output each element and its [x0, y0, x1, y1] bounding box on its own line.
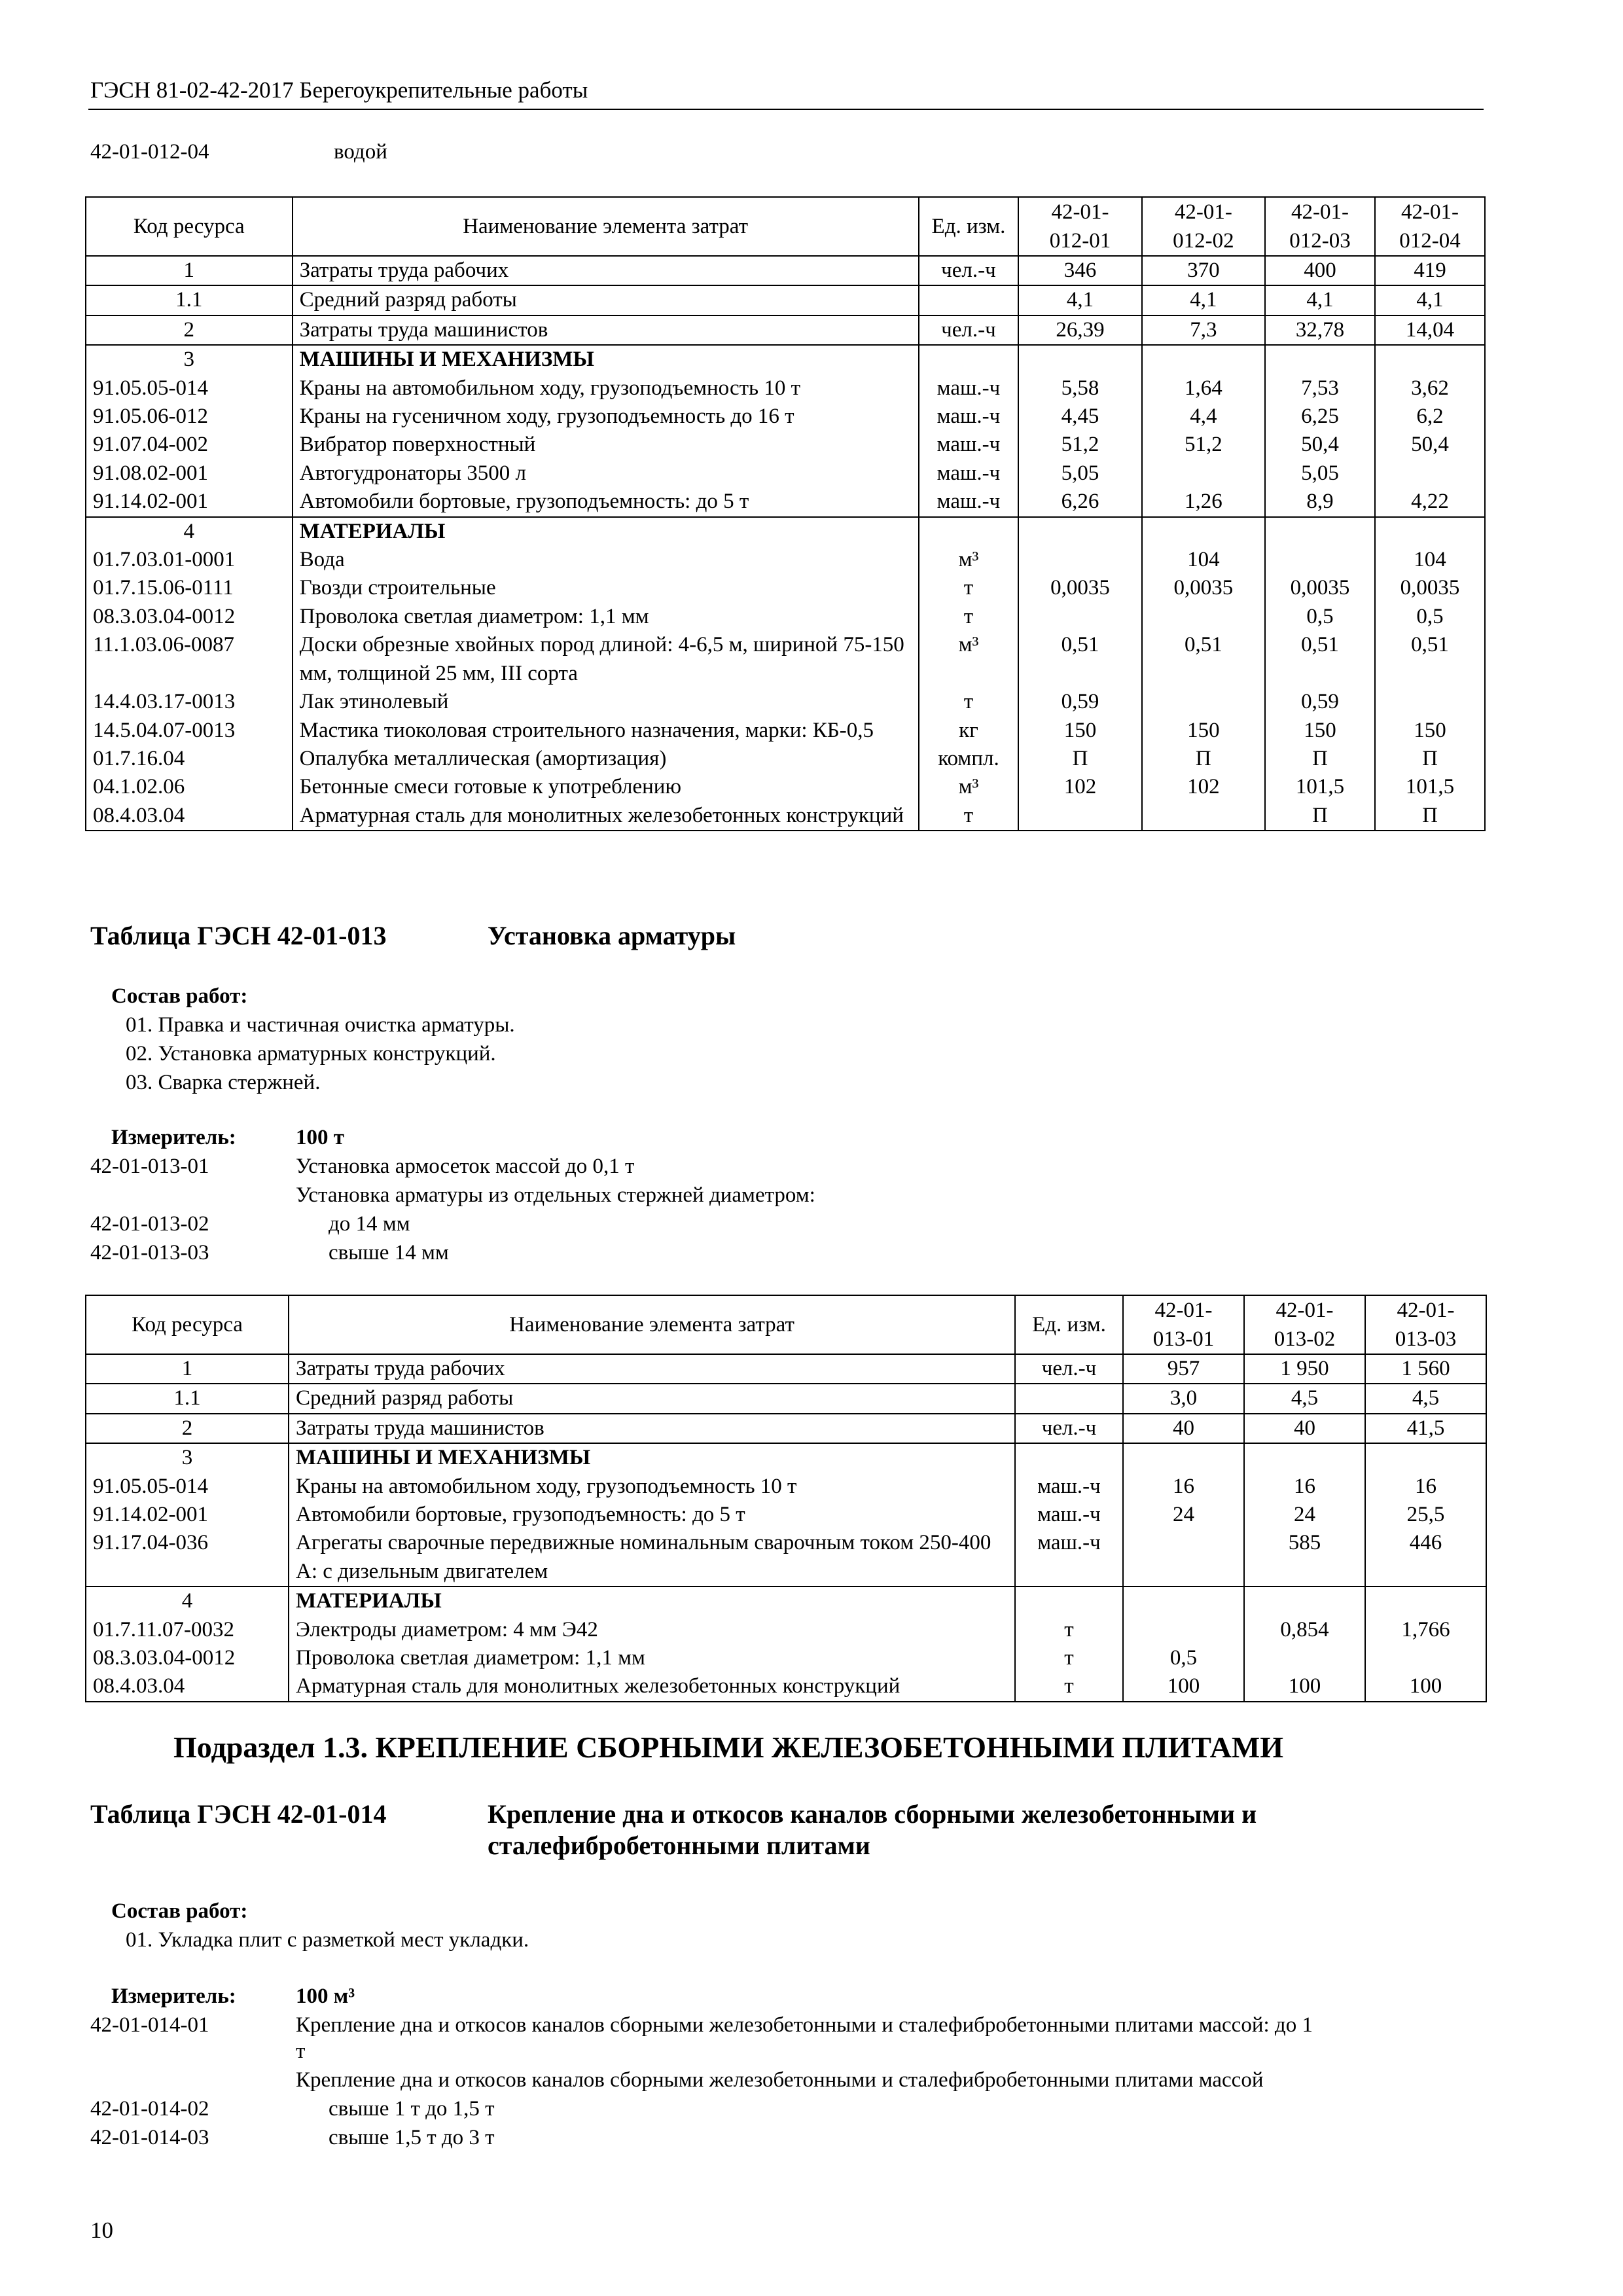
cell-value: 4,1 [1375, 285, 1485, 315]
table-name-014: Крепление дна и откосов каналов сборными железобетонными и [488, 1799, 1257, 1829]
cell-value: 24 [1123, 1501, 1244, 1529]
cell-name: Проволока светлая диаметром: 1,1 мм [289, 1644, 1015, 1672]
cell-unit: т [1015, 1672, 1123, 1701]
table-row [86, 403, 1485, 431]
cell-value: 0,854 [1244, 1616, 1365, 1644]
cell-code: 4 [86, 517, 293, 546]
cell-name: Арматурная сталь для монолитных железобетонных конструкций [293, 802, 919, 831]
cell-name: Краны на автомобильном ходу, грузоподъемность 10 т [293, 374, 919, 403]
cell-code: 08.4.03.04 [86, 1672, 289, 1701]
cell-code: 11.1.03.06-0087 [86, 631, 293, 688]
cell-unit: маш.-ч [919, 488, 1019, 516]
cell-value: 16 [1244, 1473, 1365, 1501]
cell-value: П [1375, 802, 1485, 831]
cell-value: 5,58 [1018, 374, 1141, 403]
cell-value [1142, 603, 1265, 631]
cell-unit: маш.-ч [919, 431, 1019, 459]
cell-code: 01.7.11.07-0032 [86, 1616, 289, 1644]
cell-code: 2 [86, 315, 293, 345]
cell-name: Электроды диаметром: 4 мм Э42 [289, 1616, 1015, 1644]
table-row [86, 1414, 1486, 1443]
table-header-row [86, 1295, 1486, 1354]
cont-code: 42-01-012-04 [90, 140, 209, 164]
cell-value: 6,26 [1018, 488, 1141, 516]
cell-unit: компл. [919, 745, 1019, 773]
cell-value: 0,0035 [1265, 574, 1375, 602]
cell-unit: маш.-ч [919, 459, 1019, 488]
work-item: 01. Правка и частичная очистка арматуры. [126, 1013, 515, 1037]
cell-value [1018, 345, 1141, 374]
norm-code: 42-01-014-01 [90, 2013, 209, 2037]
cell-code: 91.14.02-001 [86, 1501, 289, 1529]
running-header: ГЭСН 81-02-42-2017 Берегоукрепительные работы [90, 77, 588, 103]
cell-value: 0,0035 [1018, 574, 1141, 602]
table-title-014: Таблица ГЭСН 42-01-014 [90, 1799, 387, 1829]
table-row [86, 1616, 1486, 1644]
table-row [86, 603, 1485, 631]
table-row [86, 773, 1485, 801]
cell-name: Доски обрезные хвойных пород длиной: 4-6,5 м, шириной 75-150 мм, толщиной 25 мм, III сорта [293, 631, 919, 688]
col-header-norm: 42-01- 012-03 [1265, 197, 1375, 256]
cell-value: 100 [1123, 1672, 1244, 1701]
table-row [86, 256, 1485, 285]
meter-label: Измеритель: [111, 1984, 236, 2008]
col-header-norm: 42-01- 012-04 [1375, 197, 1485, 256]
cell-value: 16 [1365, 1473, 1486, 1501]
work-item: 03. Сварка стержней. [126, 1071, 321, 1094]
cell-value: 7,3 [1142, 315, 1265, 345]
cell-value [1018, 517, 1141, 546]
cell-value [1365, 1644, 1486, 1672]
resource-table-013 [85, 1295, 1487, 1702]
resource-table-012 [85, 196, 1486, 831]
table-row [86, 1384, 1486, 1413]
table-name-013: Установка арматуры [488, 921, 736, 950]
cell-value: 5,05 [1018, 459, 1141, 488]
cell-value: 0,5 [1123, 1644, 1244, 1672]
cell-name: МАТЕРИАЛЫ [293, 517, 919, 546]
cell-code: 14.4.03.17-0013 [86, 688, 293, 716]
cell-value: 1,766 [1365, 1616, 1486, 1644]
table-row [86, 1587, 1486, 1615]
norm-text: Крепление дна и откосов каналов сборными железобетонными и сталефибробетонными плитами массой: до 1 [296, 2013, 1313, 2037]
cell-value [1142, 345, 1265, 374]
cell-code: 1.1 [86, 1384, 289, 1413]
table-row [86, 1354, 1486, 1384]
cell-value: 104 [1142, 546, 1265, 574]
table-row [86, 717, 1485, 745]
meter-label: Измеритель: [111, 1126, 236, 1149]
cell-code: 1 [86, 256, 293, 285]
cell-value: 101,5 [1375, 773, 1485, 801]
table-row [86, 1529, 1486, 1587]
cell-code: 14.5.04.07-0013 [86, 717, 293, 745]
cell-value [1265, 517, 1375, 546]
cell-value [1123, 1529, 1244, 1587]
cell-unit: м³ [919, 546, 1019, 574]
cell-value: 26,39 [1018, 315, 1141, 345]
norm-text: свыше 1,5 т до 3 т [329, 2126, 495, 2149]
norm-text: Установка армосеток массой до 0,1 т [296, 1155, 635, 1178]
cell-value [1375, 517, 1485, 546]
cell-value [1018, 546, 1141, 574]
cell-unit: м³ [919, 773, 1019, 801]
cell-value: 0,51 [1375, 631, 1485, 688]
cell-name: Гвозди строительные [293, 574, 919, 602]
table-title-013: Таблица ГЭСН 42-01-013 [90, 921, 387, 950]
norm-code: 42-01-013-03 [90, 1241, 209, 1265]
cell-unit: маш.-ч [919, 403, 1019, 431]
cell-code: 91.05.05-014 [86, 374, 293, 403]
cell-value: 51,2 [1018, 431, 1141, 459]
col-header-unit: Ед. изм. [1015, 1295, 1123, 1354]
cell-value [1018, 802, 1141, 831]
cell-value: 1 950 [1244, 1354, 1365, 1384]
cell-code: 3 [86, 345, 293, 374]
cell-value [1142, 517, 1265, 546]
cell-name: Затраты труда машинистов [289, 1414, 1015, 1443]
cell-name: Автомобили бортовые, грузоподъемность: до 5 т [289, 1501, 1015, 1529]
cell-unit: маш.-ч [1015, 1473, 1123, 1501]
cell-unit: чел.-ч [1015, 1354, 1123, 1384]
cell-unit: т [1015, 1644, 1123, 1672]
cell-value [1123, 1587, 1244, 1615]
cell-name: Средний разряд работы [293, 285, 919, 315]
cell-name: Автомобили бортовые, грузоподъемность: до 5 т [293, 488, 919, 516]
cell-value: 0,59 [1265, 688, 1375, 716]
work-item: 02. Установка арматурных конструкций. [126, 1042, 496, 1066]
table-row [86, 1473, 1486, 1501]
cell-value: 150 [1142, 717, 1265, 745]
cell-value: 4,22 [1375, 488, 1485, 516]
table-row [86, 285, 1485, 315]
cell-value [1123, 1616, 1244, 1644]
cell-name: Затраты труда машинистов [293, 315, 919, 345]
cell-value: 40 [1244, 1414, 1365, 1443]
col-header-norm: 42-01- 012-01 [1018, 197, 1141, 256]
meter-value: 100 м³ [296, 1984, 355, 2008]
cell-unit: кг [919, 717, 1019, 745]
cell-value: 0,5 [1265, 603, 1375, 631]
cell-code: 08.3.03.04-0012 [86, 603, 293, 631]
col-header-norm: 42-01- 012-02 [1142, 197, 1265, 256]
cell-name: Опалубка металлическая (амортизация) [293, 745, 919, 773]
cell-unit: т [1015, 1616, 1123, 1644]
cell-value [1375, 345, 1485, 374]
table-row [86, 345, 1485, 374]
cell-value: 8,9 [1265, 488, 1375, 516]
cell-code: 91.08.02-001 [86, 459, 293, 488]
cell-code: 01.7.15.06-0111 [86, 574, 293, 602]
cell-value: 4,45 [1018, 403, 1141, 431]
cell-value: 0,0035 [1375, 574, 1485, 602]
cell-name: Проволока светлая диаметром: 1,1 мм [293, 603, 919, 631]
table-row [86, 631, 1485, 688]
cell-value: 4,4 [1142, 403, 1265, 431]
cell-name: Арматурная сталь для монолитных железобетонных конструкций [289, 1672, 1015, 1701]
cell-name: Затраты труда рабочих [293, 256, 919, 285]
table-row [86, 1501, 1486, 1529]
cell-value: 3,62 [1375, 374, 1485, 403]
table-row [86, 546, 1485, 574]
cont-text: водой [334, 140, 387, 164]
cell-value: 957 [1123, 1354, 1244, 1384]
table-header-row [86, 197, 1485, 256]
cell-name: Краны на гусеничном ходу, грузоподъемность до 16 т [293, 403, 919, 431]
cell-unit [1015, 1587, 1123, 1615]
cell-name: Мастика тиоколовая строительного назначения, марки: КБ-0,5 [293, 717, 919, 745]
cell-value: П [1142, 745, 1265, 773]
col-header-code: Код ресурса [86, 1295, 289, 1354]
table-row [86, 517, 1485, 546]
cell-code: 3 [86, 1443, 289, 1472]
cell-value: 585 [1244, 1529, 1365, 1587]
cell-code: 1 [86, 1354, 289, 1384]
cell-name: МАШИНЫ И МЕХАНИЗМЫ [293, 345, 919, 374]
cell-value: 4,1 [1142, 285, 1265, 315]
cell-value: 1 560 [1365, 1354, 1486, 1384]
cell-name: МАТЕРИАЛЫ [289, 1587, 1015, 1615]
cell-value [1244, 1644, 1365, 1672]
cell-value: 6,2 [1375, 403, 1485, 431]
cell-value: 51,2 [1142, 431, 1265, 459]
cell-value: 102 [1018, 773, 1141, 801]
cell-value: 32,78 [1265, 315, 1375, 345]
cell-code: 01.7.03.01-0001 [86, 546, 293, 574]
cell-unit: чел.-ч [919, 256, 1019, 285]
cell-name: Вода [293, 546, 919, 574]
norm-text: Крепление дна и откосов каналов сборными железобетонными и сталефибробетонными плитами массой [296, 2068, 1264, 2092]
cell-unit: т [919, 688, 1019, 716]
cell-unit: т [919, 574, 1019, 602]
norm-text: Установка арматуры из отдельных стержней диаметром: [296, 1183, 815, 1207]
norm-text: свыше 1 т до 1,5 т [329, 2097, 495, 2121]
norm-text: до 14 мм [329, 1212, 410, 1236]
table-row [86, 574, 1485, 602]
cell-value [1365, 1443, 1486, 1472]
cell-value: 100 [1244, 1672, 1365, 1701]
cell-code: 91.05.06-012 [86, 403, 293, 431]
work-item: 01. Укладка плит с разметкой мест укладки. [126, 1928, 529, 1952]
subsection-heading: Подраздел 1.3. КРЕПЛЕНИЕ СБОРНЫМИ ЖЕЛЕЗОБЕТОННЫМИ ПЛИТАМИ [173, 1731, 1284, 1764]
table-row [86, 1672, 1486, 1701]
cell-value [1018, 603, 1141, 631]
cell-value: 0,5 [1375, 603, 1485, 631]
cell-value: 4,1 [1018, 285, 1141, 315]
cell-value [1244, 1587, 1365, 1615]
cell-value: 370 [1142, 256, 1265, 285]
cell-value: 400 [1265, 256, 1375, 285]
cell-value: 16 [1123, 1473, 1244, 1501]
cell-value [1365, 1587, 1486, 1615]
table-row [86, 802, 1485, 831]
cell-value: 101,5 [1265, 773, 1375, 801]
cell-value [1375, 688, 1485, 716]
cell-value: 0,51 [1018, 631, 1141, 688]
cell-name: Краны на автомобильном ходу, грузоподъемность 10 т [289, 1473, 1015, 1501]
cell-value [1244, 1443, 1365, 1472]
cell-value [1142, 802, 1265, 831]
cell-value: 346 [1018, 256, 1141, 285]
col-header-unit: Ед. изм. [919, 197, 1019, 256]
cell-value: П [1265, 802, 1375, 831]
cell-code: 2 [86, 1414, 289, 1443]
cell-unit [919, 345, 1019, 374]
cell-value [1123, 1443, 1244, 1472]
cell-value: 4,1 [1265, 285, 1375, 315]
cell-unit: м³ [919, 631, 1019, 688]
cell-unit: маш.-ч [919, 374, 1019, 403]
cell-value: 14,04 [1375, 315, 1485, 345]
cell-value [1375, 459, 1485, 488]
cell-value: П [1375, 745, 1485, 773]
cell-value [1265, 546, 1375, 574]
cell-name: МАШИНЫ И МЕХАНИЗМЫ [289, 1443, 1015, 1472]
cell-value [1142, 459, 1265, 488]
cell-value: 150 [1375, 717, 1485, 745]
cell-unit: т [919, 802, 1019, 831]
table-row [86, 1443, 1486, 1472]
col-header-code: Код ресурса [86, 197, 293, 256]
col-header-norm: 42-01- 013-01 [1123, 1295, 1244, 1354]
cell-name: Лак этинолевый [293, 688, 919, 716]
cell-code: 91.14.02-001 [86, 488, 293, 516]
cell-unit: чел.-ч [1015, 1414, 1123, 1443]
norm-text-cont: т [296, 2039, 306, 2063]
cell-value [1142, 688, 1265, 716]
page-number: 10 [90, 2217, 113, 2243]
table-row [86, 1644, 1486, 1672]
cell-value: 24 [1244, 1501, 1365, 1529]
cell-code: 08.3.03.04-0012 [86, 1644, 289, 1672]
cell-value: П [1018, 745, 1141, 773]
cell-name: Средний разряд работы [289, 1384, 1015, 1413]
cell-value: 6,25 [1265, 403, 1375, 431]
cell-value: 0,0035 [1142, 574, 1265, 602]
cell-code: 91.17.04-036 [86, 1529, 289, 1587]
table-row [86, 745, 1485, 773]
cell-code: 91.07.04-002 [86, 431, 293, 459]
norm-text: свыше 14 мм [329, 1241, 449, 1265]
cell-value: 150 [1018, 717, 1141, 745]
norm-code: 42-01-014-03 [90, 2126, 209, 2149]
cell-code: 1.1 [86, 285, 293, 315]
cell-unit: маш.-ч [1015, 1501, 1123, 1529]
cell-code: 4 [86, 1587, 289, 1615]
table-row [86, 488, 1485, 516]
cell-value: 50,4 [1265, 431, 1375, 459]
cell-value: 104 [1375, 546, 1485, 574]
table-row [86, 431, 1485, 459]
work-label: Состав работ: [111, 1899, 248, 1923]
cell-value: 102 [1142, 773, 1265, 801]
cell-value: 419 [1375, 256, 1485, 285]
cell-code: 91.05.05-014 [86, 1473, 289, 1501]
cell-unit [1015, 1384, 1123, 1413]
cell-value: 4,5 [1244, 1384, 1365, 1413]
table-row [86, 459, 1485, 488]
cell-value: П [1265, 745, 1375, 773]
cell-value: 40 [1123, 1414, 1244, 1443]
cell-value: 1,64 [1142, 374, 1265, 403]
cell-name: Агрегаты сварочные передвижные номинальным сварочным током 250-400 А: с дизельным двигателем [289, 1529, 1015, 1587]
cell-value: 0,51 [1265, 631, 1375, 688]
cell-unit [919, 517, 1019, 546]
cell-value: 0,59 [1018, 688, 1141, 716]
col-header-norm: 42-01- 013-03 [1365, 1295, 1486, 1354]
cell-value: 7,53 [1265, 374, 1375, 403]
cell-unit: чел.-ч [919, 315, 1019, 345]
cell-code: 04.1.02.06 [86, 773, 293, 801]
cell-value: 100 [1365, 1672, 1486, 1701]
cell-unit: маш.-ч [1015, 1529, 1123, 1587]
cell-name: Затраты труда рабочих [289, 1354, 1015, 1384]
cell-unit [1015, 1443, 1123, 1472]
col-header-norm: 42-01- 013-02 [1244, 1295, 1365, 1354]
header-rule [88, 109, 1484, 110]
meter-value: 100 т [296, 1126, 344, 1149]
cell-value: 25,5 [1365, 1501, 1486, 1529]
cell-name: Вибратор поверхностный [293, 431, 919, 459]
cell-value: 446 [1365, 1529, 1486, 1587]
cell-value: 4,5 [1365, 1384, 1486, 1413]
cell-name: Автогудронаторы 3500 л [293, 459, 919, 488]
cell-code: 01.7.16.04 [86, 745, 293, 773]
cell-value: 1,26 [1142, 488, 1265, 516]
norm-code: 42-01-013-01 [90, 1155, 209, 1178]
cell-name: Бетонные смеси готовые к употреблению [293, 773, 919, 801]
table-row [86, 315, 1485, 345]
cell-value: 50,4 [1375, 431, 1485, 459]
work-label: Состав работ: [111, 984, 248, 1008]
cell-value: 5,05 [1265, 459, 1375, 488]
cell-unit [919, 285, 1019, 315]
table-row [86, 688, 1485, 716]
table-row [86, 374, 1485, 403]
norm-code: 42-01-014-02 [90, 2097, 209, 2121]
cell-value: 41,5 [1365, 1414, 1486, 1443]
norm-code: 42-01-013-02 [90, 1212, 209, 1236]
cell-value: 0,51 [1142, 631, 1265, 688]
cell-value [1265, 345, 1375, 374]
cell-value: 3,0 [1123, 1384, 1244, 1413]
cell-value: 150 [1265, 717, 1375, 745]
col-header-name: Наименование элемента затрат [293, 197, 919, 256]
cell-code: 08.4.03.04 [86, 802, 293, 831]
cell-unit: т [919, 603, 1019, 631]
table-name-014-cont: сталефибробетонными плитами [488, 1831, 870, 1860]
col-header-name: Наименование элемента затрат [289, 1295, 1015, 1354]
